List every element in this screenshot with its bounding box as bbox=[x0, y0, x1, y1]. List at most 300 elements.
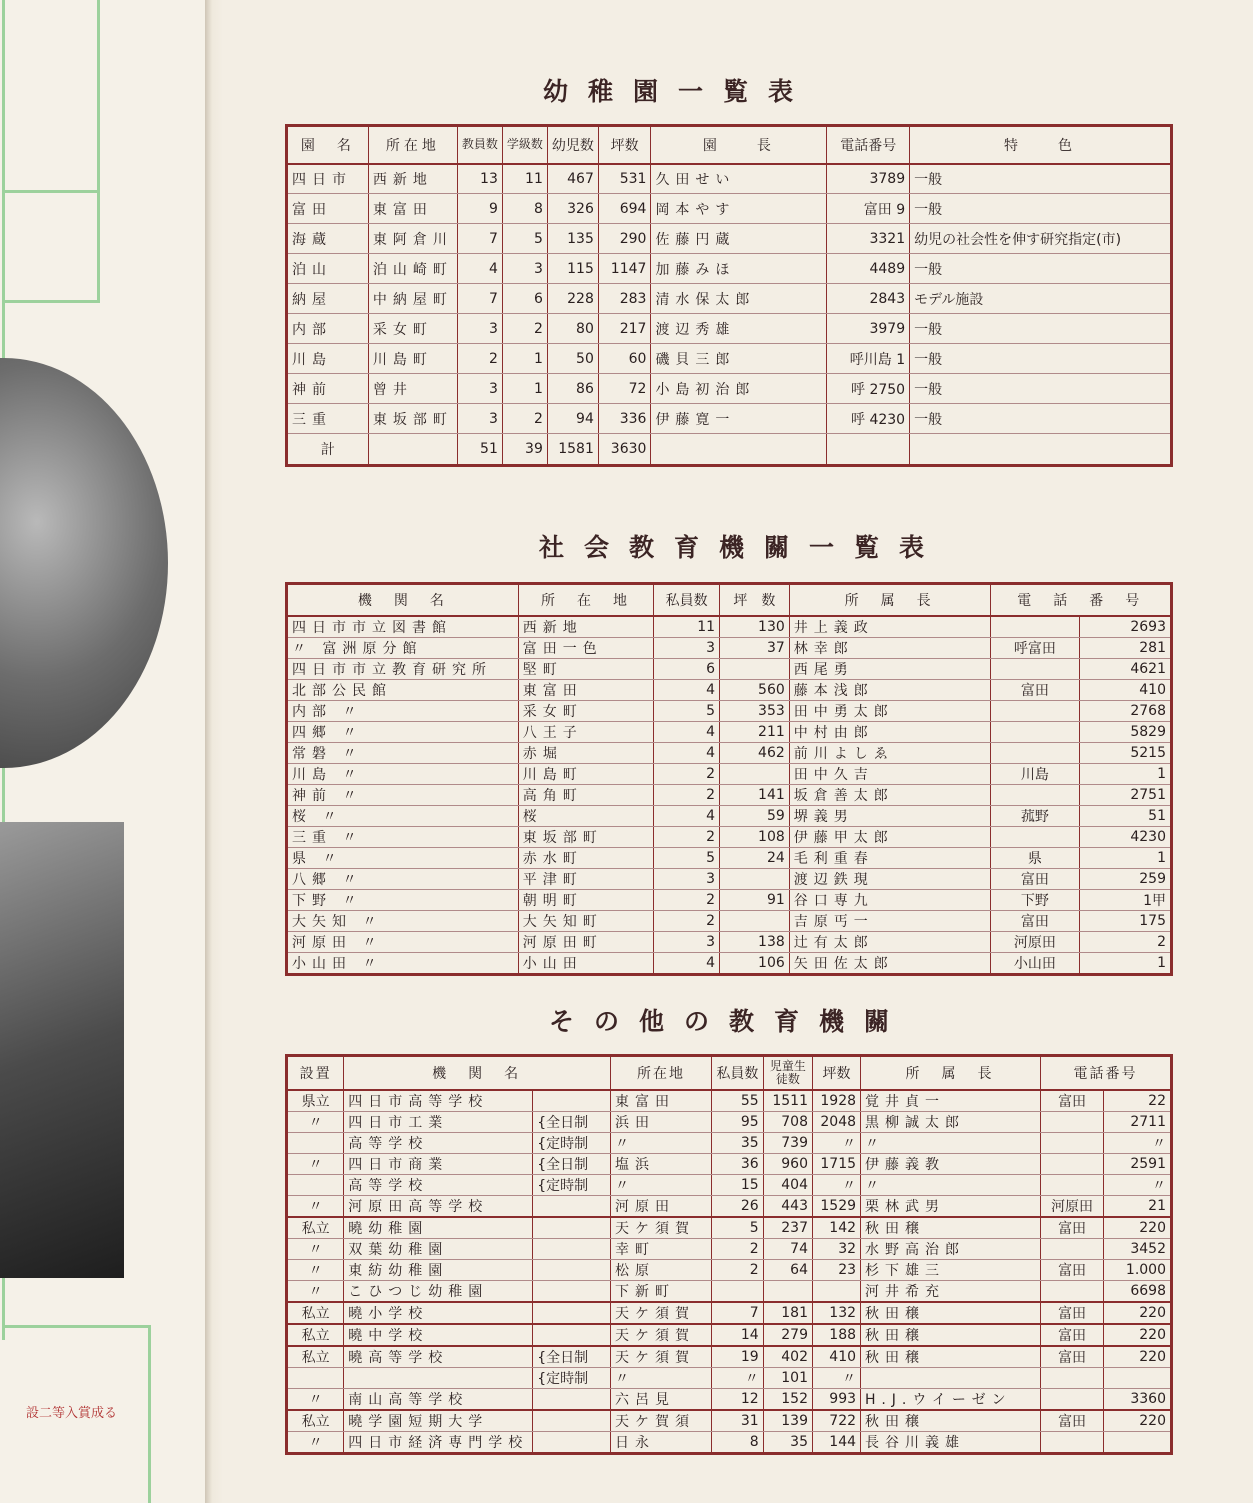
other-staff: 95 bbox=[712, 1111, 764, 1132]
social-phone-number: 1甲 bbox=[1080, 889, 1172, 910]
social-row bbox=[287, 721, 1172, 742]
social-row bbox=[287, 616, 1172, 638]
other-students: 708 bbox=[763, 1111, 812, 1132]
kinder-total-classes: 39 bbox=[502, 434, 547, 466]
other-row bbox=[287, 1302, 1172, 1324]
kinder-head: 久田せい bbox=[651, 164, 827, 194]
kinder-teachers: 3 bbox=[457, 404, 502, 434]
other-session: {全日制 bbox=[533, 1153, 611, 1174]
other-phone-number: 2711 bbox=[1104, 1111, 1172, 1132]
kinder-classes: 2 bbox=[502, 314, 547, 344]
other-phone-number: 3360 bbox=[1104, 1388, 1172, 1410]
other-staff bbox=[712, 1280, 764, 1302]
social-staff: 2 bbox=[654, 889, 720, 910]
social-name: 大矢知 〃 bbox=[287, 910, 519, 931]
social-phone-number: 2751 bbox=[1080, 784, 1172, 805]
other-head: 秋田穣 bbox=[861, 1410, 1041, 1432]
kinder-row bbox=[287, 374, 1172, 404]
other-students: 960 bbox=[763, 1153, 812, 1174]
social-area: 353 bbox=[720, 700, 790, 721]
kinder-classes: 11 bbox=[502, 164, 547, 194]
social-phone-number: 175 bbox=[1080, 910, 1172, 931]
other-students: 64 bbox=[763, 1259, 812, 1280]
social-name: 県 〃 bbox=[287, 847, 519, 868]
other-header-setup: 設置 bbox=[287, 1056, 344, 1090]
other-head: 黒柳誠太郎 bbox=[861, 1111, 1041, 1132]
kinder-name: 神前 bbox=[287, 374, 369, 404]
other-location: 天ケ須賀 bbox=[611, 1324, 712, 1346]
social-name: 河原田 〃 bbox=[287, 931, 519, 952]
social-row bbox=[287, 931, 1172, 952]
other-name: 四日市商業 bbox=[344, 1153, 533, 1174]
social-staff: 3 bbox=[654, 868, 720, 889]
left-page bbox=[0, 0, 206, 1503]
social-phone-area: 富田 bbox=[990, 910, 1080, 931]
social-name: 川島 〃 bbox=[287, 763, 519, 784]
social-area: 37 bbox=[720, 637, 790, 658]
other-location: 浜田 bbox=[611, 1111, 712, 1132]
kinder-head: 小島初治郎 bbox=[651, 374, 827, 404]
social-phone-area: 川島 bbox=[990, 763, 1080, 784]
kinder-total-blank bbox=[827, 434, 910, 466]
other-row bbox=[287, 1324, 1172, 1346]
other-location: 河原田 bbox=[611, 1195, 712, 1217]
kinder-feature: 幼児の社会性を伸す研究指定(市) bbox=[910, 224, 1172, 254]
kinder-area: 1147 bbox=[598, 254, 651, 284]
right-page bbox=[223, 0, 1253, 1503]
other-row bbox=[287, 1174, 1172, 1195]
kinder-children: 94 bbox=[547, 404, 598, 434]
social-area bbox=[720, 868, 790, 889]
other-staff: 5 bbox=[712, 1217, 764, 1239]
other-row bbox=[287, 1388, 1172, 1410]
other-setup: 県立 bbox=[287, 1090, 344, 1112]
kinder-total-row bbox=[287, 434, 1172, 466]
other-location: 幸町 bbox=[611, 1238, 712, 1259]
other-row bbox=[287, 1431, 1172, 1453]
kinder-name: 泊山 bbox=[287, 254, 369, 284]
other-phone-number: 2591 bbox=[1104, 1153, 1172, 1174]
social-head: 林幸郎 bbox=[789, 637, 990, 658]
social-area: 130 bbox=[720, 616, 790, 638]
kinder-teachers: 2 bbox=[457, 344, 502, 374]
social-staff: 6 bbox=[654, 658, 720, 679]
social-head: 坂倉善太郎 bbox=[789, 784, 990, 805]
book-spine bbox=[205, 0, 223, 1503]
kinder-location: 采女町 bbox=[368, 314, 457, 344]
social-name: 常磐 〃 bbox=[287, 742, 519, 763]
other-setup: 私立 bbox=[287, 1324, 344, 1346]
other-session bbox=[533, 1431, 611, 1453]
other-area: 〃 bbox=[813, 1174, 861, 1195]
social-row bbox=[287, 700, 1172, 721]
other-location: 下新町 bbox=[611, 1280, 712, 1302]
other-session: {全日制 bbox=[533, 1346, 611, 1368]
kinder-area: 694 bbox=[598, 194, 651, 224]
other-location: 天ケ須賀 bbox=[611, 1217, 712, 1239]
other-phone-area: 富田 bbox=[1041, 1217, 1104, 1239]
other-head: 杉下雄三 bbox=[861, 1259, 1041, 1280]
other-row bbox=[287, 1238, 1172, 1259]
kinder-phone: 2843 bbox=[827, 284, 910, 314]
kinder-classes: 8 bbox=[502, 194, 547, 224]
other-location: 六呂見 bbox=[611, 1388, 712, 1410]
social-head: 辻有太郎 bbox=[789, 931, 990, 952]
other-area bbox=[813, 1280, 861, 1302]
kinder-children: 80 bbox=[547, 314, 598, 344]
kinder-head: 岡本やす bbox=[651, 194, 827, 224]
other-session bbox=[533, 1090, 611, 1112]
other-session bbox=[533, 1259, 611, 1280]
social-phone-number: 281 bbox=[1080, 637, 1172, 658]
kinder-row bbox=[287, 224, 1172, 254]
kinder-header-feature: 特 色 bbox=[910, 126, 1172, 164]
social-phone-area: 小山田 bbox=[990, 952, 1080, 974]
other-students bbox=[763, 1280, 812, 1302]
other-setup: 〃 bbox=[287, 1431, 344, 1453]
social-name: 桜 〃 bbox=[287, 805, 519, 826]
social-phone-area bbox=[990, 658, 1080, 679]
other-students: 443 bbox=[763, 1195, 812, 1217]
other-head: 秋田穣 bbox=[861, 1346, 1041, 1368]
kinder-head: 磯貝三郎 bbox=[651, 344, 827, 374]
social-head: 藤本浅郎 bbox=[789, 679, 990, 700]
other-setup: 〃 bbox=[287, 1195, 344, 1217]
kinder-teachers: 3 bbox=[457, 374, 502, 404]
other-students: 181 bbox=[763, 1302, 812, 1324]
other-head: 伊藤義教 bbox=[861, 1153, 1041, 1174]
social-phone-number: 51 bbox=[1080, 805, 1172, 826]
swimming-photo bbox=[0, 358, 168, 768]
other-staff: 2 bbox=[712, 1238, 764, 1259]
kinder-head: 渡辺秀雄 bbox=[651, 314, 827, 344]
kinder-total-blank bbox=[651, 434, 827, 466]
social-row bbox=[287, 889, 1172, 910]
social-location: 高角町 bbox=[518, 784, 654, 805]
social-phone-area: 県 bbox=[990, 847, 1080, 868]
kinder-name: 納屋 bbox=[287, 284, 369, 314]
other-area: 〃 bbox=[813, 1367, 861, 1388]
other-phone-area: 富田 bbox=[1041, 1410, 1104, 1432]
social-name: 北部公民館 bbox=[287, 679, 519, 700]
social-head: 渡辺鉄現 bbox=[789, 868, 990, 889]
social-staff: 2 bbox=[654, 910, 720, 931]
kinder-header-teachers: 教員数 bbox=[457, 126, 502, 164]
other-staff: 14 bbox=[712, 1324, 764, 1346]
social-head: 谷口専九 bbox=[789, 889, 990, 910]
social-table bbox=[285, 582, 1173, 976]
other-staff: 7 bbox=[712, 1302, 764, 1324]
other-session: {全日制 bbox=[533, 1111, 611, 1132]
social-row bbox=[287, 952, 1172, 974]
other-head: 河井希充 bbox=[861, 1280, 1041, 1302]
kinder-location: 東阿倉川 bbox=[368, 224, 457, 254]
other-header-head: 所 属 長 bbox=[861, 1056, 1041, 1090]
other-phone-area bbox=[1041, 1153, 1104, 1174]
kinder-teachers: 3 bbox=[457, 314, 502, 344]
social-area bbox=[720, 763, 790, 784]
kinder-classes: 2 bbox=[502, 404, 547, 434]
social-header-name: 機 関 名 bbox=[287, 584, 519, 616]
other-name: 曉小学校 bbox=[344, 1302, 533, 1324]
other-phone-area: 河原田 bbox=[1041, 1195, 1104, 1217]
social-staff: 5 bbox=[654, 847, 720, 868]
other-phone-number: 220 bbox=[1104, 1346, 1172, 1368]
other-row bbox=[287, 1111, 1172, 1132]
other-area: 993 bbox=[813, 1388, 861, 1410]
other-name: 高等学校 bbox=[344, 1174, 533, 1195]
other-phone-area: 富田 bbox=[1041, 1324, 1104, 1346]
kinder-area: 290 bbox=[598, 224, 651, 254]
social-staff: 4 bbox=[654, 679, 720, 700]
other-staff: 55 bbox=[712, 1090, 764, 1112]
other-phone-area: 富田 bbox=[1041, 1259, 1104, 1280]
other-area: 144 bbox=[813, 1431, 861, 1453]
social-name: 内部 〃 bbox=[287, 700, 519, 721]
kinder-header-classes: 学級数 bbox=[502, 126, 547, 164]
other-area: 32 bbox=[813, 1238, 861, 1259]
social-phone-number: 1 bbox=[1080, 952, 1172, 974]
other-name: 河原田高等学校 bbox=[344, 1195, 533, 1217]
social-area: 462 bbox=[720, 742, 790, 763]
other-setup bbox=[287, 1367, 344, 1388]
social-area bbox=[720, 658, 790, 679]
social-location: 大矢知町 bbox=[518, 910, 654, 931]
social-location: 川島町 bbox=[518, 763, 654, 784]
other-title: その他の教育機關 bbox=[549, 1007, 910, 1036]
social-location: 赤堀 bbox=[518, 742, 654, 763]
other-location: 〃 bbox=[611, 1367, 712, 1388]
social-phone-number: 2768 bbox=[1080, 700, 1172, 721]
social-staff: 11 bbox=[654, 616, 720, 638]
kinder-classes: 1 bbox=[502, 344, 547, 374]
other-phone-area: 富田 bbox=[1041, 1302, 1104, 1324]
social-staff: 4 bbox=[654, 805, 720, 826]
kinder-feature: 一般 bbox=[910, 164, 1172, 194]
social-area: 108 bbox=[720, 826, 790, 847]
other-head: 秋田穣 bbox=[861, 1324, 1041, 1346]
other-setup: 〃 bbox=[287, 1153, 344, 1174]
other-row bbox=[287, 1153, 1172, 1174]
other-phone-number: 220 bbox=[1104, 1302, 1172, 1324]
kinder-area: 531 bbox=[598, 164, 651, 194]
social-name: 〃 富洲原分館 bbox=[287, 637, 519, 658]
social-row bbox=[287, 868, 1172, 889]
other-name: 東紡幼稚園 bbox=[344, 1259, 533, 1280]
social-row bbox=[287, 637, 1172, 658]
kinder-phone: 3789 bbox=[827, 164, 910, 194]
kinder-location: 川島町 bbox=[368, 344, 457, 374]
social-phone-area bbox=[990, 826, 1080, 847]
social-location: 采女町 bbox=[518, 700, 654, 721]
green-rule-h1 bbox=[2, 190, 97, 193]
other-staff: 〃 bbox=[712, 1367, 764, 1388]
other-location: 塩浜 bbox=[611, 1153, 712, 1174]
kinder-children: 86 bbox=[547, 374, 598, 404]
kinder-name: 海蔵 bbox=[287, 224, 369, 254]
other-row bbox=[287, 1259, 1172, 1280]
other-location: 〃 bbox=[611, 1174, 712, 1195]
kinder-area: 283 bbox=[598, 284, 651, 314]
other-name bbox=[344, 1367, 533, 1388]
other-name: 南山高等学校 bbox=[344, 1388, 533, 1410]
other-header-name: 機 関 名 bbox=[344, 1056, 611, 1090]
other-students: 35 bbox=[763, 1431, 812, 1453]
kinder-area: 72 bbox=[598, 374, 651, 404]
other-setup: 〃 bbox=[287, 1259, 344, 1280]
kinder-location: 西新地 bbox=[368, 164, 457, 194]
other-location: 天ケ賀須 bbox=[611, 1410, 712, 1432]
other-location: 日永 bbox=[611, 1431, 712, 1453]
social-location: 堅町 bbox=[518, 658, 654, 679]
social-name: 神前 〃 bbox=[287, 784, 519, 805]
social-staff: 3 bbox=[654, 931, 720, 952]
kinder-phone: 呼 4230 bbox=[827, 404, 910, 434]
kinder-title: 幼稚園一覧表 bbox=[543, 77, 814, 106]
social-location: 小山田 bbox=[518, 952, 654, 974]
other-phone-number: 220 bbox=[1104, 1410, 1172, 1432]
social-row bbox=[287, 679, 1172, 700]
other-head: 秋田穣 bbox=[861, 1302, 1041, 1324]
social-name: 下野 〃 bbox=[287, 889, 519, 910]
social-area: 211 bbox=[720, 721, 790, 742]
other-students: 279 bbox=[763, 1324, 812, 1346]
kinder-feature: 一般 bbox=[910, 194, 1172, 224]
social-title: 社会教育機關一覧表 bbox=[539, 533, 945, 562]
other-phone-number: 6698 bbox=[1104, 1280, 1172, 1302]
social-area: 24 bbox=[720, 847, 790, 868]
other-phone-number bbox=[1104, 1367, 1172, 1388]
social-head: 井上義政 bbox=[789, 616, 990, 638]
social-location: 西新地 bbox=[518, 616, 654, 638]
social-phone-area: 菰野 bbox=[990, 805, 1080, 826]
social-staff: 2 bbox=[654, 826, 720, 847]
kinder-table bbox=[285, 124, 1173, 467]
social-phone-number: 410 bbox=[1080, 679, 1172, 700]
other-head: 長谷川義雄 bbox=[861, 1431, 1041, 1453]
other-session bbox=[533, 1324, 611, 1346]
other-session bbox=[533, 1388, 611, 1410]
other-area: 1928 bbox=[813, 1090, 861, 1112]
other-staff: 15 bbox=[712, 1174, 764, 1195]
social-area: 138 bbox=[720, 931, 790, 952]
social-head: 吉原丐一 bbox=[789, 910, 990, 931]
other-students: 101 bbox=[763, 1367, 812, 1388]
social-location: 河原田町 bbox=[518, 931, 654, 952]
other-staff: 31 bbox=[712, 1410, 764, 1432]
social-staff: 4 bbox=[654, 742, 720, 763]
other-students: 74 bbox=[763, 1238, 812, 1259]
other-row bbox=[287, 1090, 1172, 1112]
kinder-total-children: 1581 bbox=[547, 434, 598, 466]
other-setup: 〃 bbox=[287, 1280, 344, 1302]
other-session: {定時制 bbox=[533, 1174, 611, 1195]
social-phone-number: 4230 bbox=[1080, 826, 1172, 847]
kinder-phone: 呼川島 1 bbox=[827, 344, 910, 374]
social-phone-area bbox=[990, 721, 1080, 742]
kinder-area: 60 bbox=[598, 344, 651, 374]
social-header-phone: 電 話 番 号 bbox=[990, 584, 1171, 616]
other-name: 曉幼稚園 bbox=[344, 1217, 533, 1239]
other-students: 402 bbox=[763, 1346, 812, 1368]
other-phone-area: 富田 bbox=[1041, 1346, 1104, 1368]
kinder-children: 115 bbox=[547, 254, 598, 284]
social-staff: 2 bbox=[654, 763, 720, 784]
kinder-classes: 6 bbox=[502, 284, 547, 314]
other-name: 四日市高等学校 bbox=[344, 1090, 533, 1112]
social-phone-area: 富田 bbox=[990, 868, 1080, 889]
other-table bbox=[285, 1054, 1173, 1455]
other-setup: 私立 bbox=[287, 1410, 344, 1432]
kinder-header-phone: 電話番号 bbox=[827, 126, 910, 164]
other-phone-number: 1.000 bbox=[1104, 1259, 1172, 1280]
kinder-children: 228 bbox=[547, 284, 598, 314]
social-location: 朝明町 bbox=[518, 889, 654, 910]
green-rule-v2 bbox=[97, 0, 100, 303]
kinder-header-location: 所在地 bbox=[368, 126, 457, 164]
social-location: 平津町 bbox=[518, 868, 654, 889]
social-row bbox=[287, 805, 1172, 826]
kinder-row bbox=[287, 254, 1172, 284]
social-area: 106 bbox=[720, 952, 790, 974]
social-area: 59 bbox=[720, 805, 790, 826]
kinder-head: 加藤みほ bbox=[651, 254, 827, 284]
social-name: 八郷 〃 bbox=[287, 868, 519, 889]
other-phone-number: 〃 bbox=[1104, 1132, 1172, 1153]
social-staff: 2 bbox=[654, 784, 720, 805]
other-header-area: 坪数 bbox=[813, 1056, 861, 1090]
social-head: 中村由郎 bbox=[789, 721, 990, 742]
other-area: 〃 bbox=[813, 1132, 861, 1153]
social-row bbox=[287, 742, 1172, 763]
other-staff: 12 bbox=[712, 1388, 764, 1410]
other-students: 404 bbox=[763, 1174, 812, 1195]
kinder-header-name: 園 名 bbox=[287, 126, 369, 164]
other-head: 〃 bbox=[861, 1132, 1041, 1153]
social-head: 毛利重春 bbox=[789, 847, 990, 868]
social-name: 小山田 〃 bbox=[287, 952, 519, 974]
social-phone-number: 1 bbox=[1080, 763, 1172, 784]
kinder-classes: 3 bbox=[502, 254, 547, 284]
social-header-head: 所 属 長 bbox=[789, 584, 990, 616]
other-students: 1511 bbox=[763, 1090, 812, 1112]
kinder-feature: 一般 bbox=[910, 374, 1172, 404]
other-staff: 8 bbox=[712, 1431, 764, 1453]
social-area: 141 bbox=[720, 784, 790, 805]
social-head: 矢田佐太郎 bbox=[789, 952, 990, 974]
social-header-location: 所 在 地 bbox=[518, 584, 654, 616]
other-head: 〃 bbox=[861, 1174, 1041, 1195]
other-session bbox=[533, 1238, 611, 1259]
social-phone-area bbox=[990, 784, 1080, 805]
other-students: 139 bbox=[763, 1410, 812, 1432]
other-name: 双葉幼稚園 bbox=[344, 1238, 533, 1259]
kinder-header-children: 幼児数 bbox=[547, 126, 598, 164]
other-phone-number: 220 bbox=[1104, 1217, 1172, 1239]
kinder-row bbox=[287, 194, 1172, 224]
other-session bbox=[533, 1195, 611, 1217]
social-phone-area: 呼富田 bbox=[990, 637, 1080, 658]
other-head: 覚井貞一 bbox=[861, 1090, 1041, 1112]
social-phone-number: 5215 bbox=[1080, 742, 1172, 763]
social-row bbox=[287, 847, 1172, 868]
other-area: 188 bbox=[813, 1324, 861, 1346]
other-phone-number: 22 bbox=[1104, 1090, 1172, 1112]
other-row bbox=[287, 1195, 1172, 1217]
social-row bbox=[287, 910, 1172, 931]
kinder-name: 三重 bbox=[287, 404, 369, 434]
social-phone-area: 河原田 bbox=[990, 931, 1080, 952]
